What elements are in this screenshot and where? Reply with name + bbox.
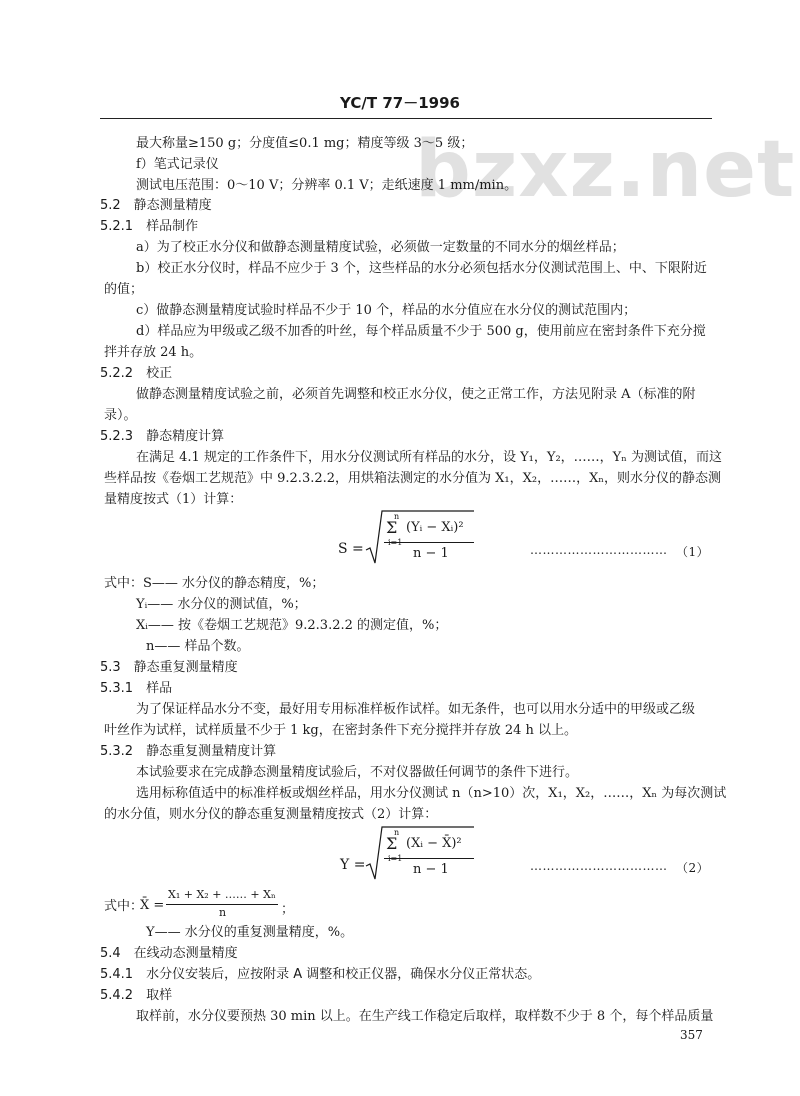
text-line: Yᵢ—— 水分仪的测试值，%； xyxy=(136,597,307,612)
text-line: a）为了校正水分仪和做静态测量精度试验，必须做一定数量的不同水分的烟丝样品； xyxy=(136,240,625,255)
page-number: 357 xyxy=(680,1028,703,1042)
section-heading: 5.4.1 水分仪安装后，应按附录 A 调整和校正仪器，确保水分仪正常状态。 xyxy=(100,967,541,982)
page-header: YC/T 77－1996 xyxy=(340,94,460,112)
fraction-bar xyxy=(384,858,474,859)
text-line: 的水分值，则水分仪的静态重复测量精度按式（2）计算： xyxy=(104,807,438,822)
text-line: 在满足 4.1 规定的工作条件下，用水分仪测试所有样品的水分，设 Y₁，Y₂，……，Yₙ 为测试值，而这 xyxy=(136,450,722,465)
section-heading: 5.2.1 样品制作 xyxy=(100,219,199,234)
text-line: b）校正水分仪时，样品不应少于 3 个，这些样品的水分必须包括水分仪测试范围上、中、下限附近 xyxy=(136,261,707,276)
text-line: 式中：S—— 水分仪的静态精度，%； xyxy=(104,576,325,591)
header-rule xyxy=(100,118,712,119)
text-line: 叶丝作为试样，试样质量不少于 1 kg，在密封条件下充分搅拌并存放 24 h 以上。 xyxy=(104,723,578,738)
section-heading: 5.3 静态重复测量精度 xyxy=(100,660,238,675)
section-heading: 5.2 静态测量精度 xyxy=(100,198,212,213)
text-line: 做静态测量精度试验之前，必须首先调整和校正水分仪，使之正常工作，方法见附录 A（标准的附 xyxy=(136,387,696,402)
watermark: bzxz.net xyxy=(415,125,796,215)
text-line: 些样品按《卷烟工艺规范》中 9.2.3.2.2，用烘箱法测定的水分值为 X₁，X₂，……，Xₙ，则水分仪的静态测 xyxy=(104,471,721,486)
equation-number: （1） xyxy=(676,545,710,559)
equation-number: （2） xyxy=(676,861,710,875)
text-line: n—— 样品个数。 xyxy=(146,639,250,654)
text-line: Y—— 水分仪的重复测量精度，%。 xyxy=(146,925,354,940)
text-line: 最大称量≥150 g；分度值≤0.1 mg；精度等级 3～5 级； xyxy=(136,136,474,151)
text-line: 本试验要求在完成静态测量精度试验后，不对仪器做任何调节的条件下进行。 xyxy=(136,765,579,780)
section-heading: 5.4 在线动态测量精度 xyxy=(100,946,238,961)
text-line: d）样品应为甲级或乙级不加香的叶丝，每个样品质量不少于 500 g，使用前应在密封条件下充分搅 xyxy=(136,324,706,339)
text-line: 的值； xyxy=(104,282,144,297)
text-line: Xᵢ—— 按《卷烟工艺规范》9.2.3.2.2 的测定值，%； xyxy=(136,618,448,633)
text-line: 式中： xyxy=(104,899,144,914)
section-heading: 5.3.1 样品 xyxy=(100,681,173,696)
text-line: f）笔式记录仪 xyxy=(136,157,219,172)
sigma-symbol: Σ xyxy=(386,518,398,537)
text-line: 为了保证样品水分不变，最好用专用标准样板作试样。如无条件，也可以用水分适中的甲级或乙级 xyxy=(136,702,696,717)
text-line: 量精度按式（1）计算： xyxy=(104,492,243,507)
text-line: 测试电压范围：0～10 V；分辨率 0.1 V；走纸速度 1 mm/min。 xyxy=(136,178,518,193)
text-line: 取样前，水分仪要预热 30 min 以上。在生产线工作稳定后取样，取样数不少于 8 个，每个样品质量 xyxy=(136,1009,714,1024)
text-line: c）做静态测量精度试验时样品不少于 10 个，样品的水分值应在水分仪的测试范围内； xyxy=(136,303,637,318)
section-heading: 5.2.3 静态精度计算 xyxy=(100,429,225,444)
text-line: 录）。 xyxy=(104,408,137,423)
section-heading: 5.3.2 静态重复测量精度计算 xyxy=(100,744,277,759)
section-heading: 5.2.2 校正 xyxy=(100,366,173,381)
section-heading: 5.4.2 取样 xyxy=(100,988,173,1003)
text-line: 拌并存放 24 h。 xyxy=(104,345,203,360)
text-line: 选用标称值适中的标准样板或烟丝样品，用水分仪测试 n（n>10）次，X₁，X₂，……，Xₙ 为每次测试 xyxy=(136,786,727,801)
fraction-bar xyxy=(384,542,474,543)
sigma-symbol: Σ xyxy=(386,834,398,853)
fraction-bar xyxy=(166,904,278,905)
